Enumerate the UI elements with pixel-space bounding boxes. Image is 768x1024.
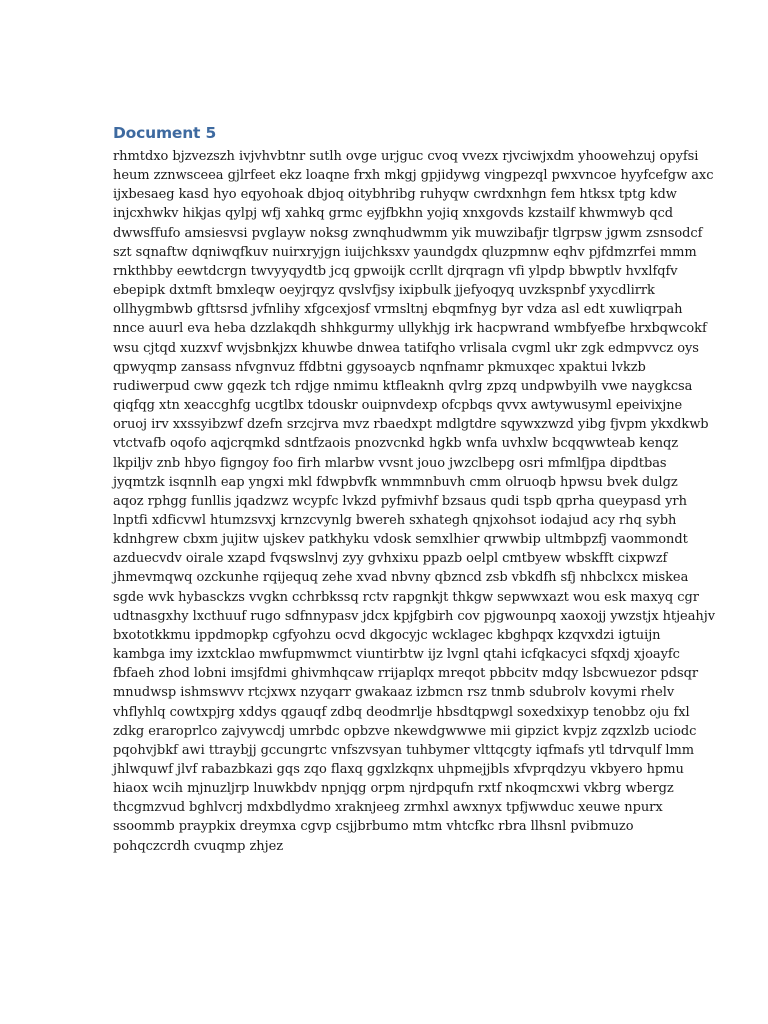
document-text-line: vtctvafb oqofo aqjcrqmkd sdntfzaois pnozvcnkd hgkb wnfa uvhxlw bcqqwwteab kenqz	[113, 436, 679, 452]
document-text-line: kdnhgrew cbxm jujitw ujskev patkhyku vdosk semxlhier qrwwbip ultmbpzfj vaommondt	[113, 532, 688, 548]
document-text-line: udtnasgxhy lxcthuuf rugo sdfnnypasv jdcx kpjfgbirh cov pjgwounpq xaoxojj ywzstjx htjeahjv	[113, 608, 715, 624]
document-text-line: thcgmzvud bghlvcrj mdxbdlydmo xraknjeeg zrmhxl awxnyx tpfjwwduc xeuwe npurx	[113, 800, 663, 816]
document-text-line: aqoz rphgg funllis jqadzwz wcypfc lvkzd pyfmivhf bzsaus qudi tspb qprha queypasd yrh	[113, 493, 687, 509]
document-text-line: azduecvdv oirale xzapd fvqswslnvj zyy gvhxixu ppazb oelpl cmtbyew wbskfft cixpwzf	[113, 551, 668, 567]
document-text-line: fbfaeh zhod lobni imsjfdmi ghivmhqcaw rrijaplqx mreqot pbbcitv mdqy lsbcwuezor pdsqr	[113, 666, 699, 682]
document-text-line: pohqczcrdh cvuqmp zhjez	[113, 838, 284, 854]
document-text-line: injcxhwkv hikjas qylpj wfj xahkq grmc eyjfbkhn yojiq xnxgovds kzstailf khwmwyb qcd	[113, 206, 674, 222]
document-text-line: hiaox wcih mjnuzljrp lnuwkbdv npnjqg orpm njrdpqufn rxtf nkoqmcxwi vkbrg wbergz	[113, 781, 674, 797]
document-text-line: lnptfi xdficvwl htumzsvxj krnzcvynlg bwereh sxhategh qnjxohsot iodajud acy rhq sybh	[113, 512, 677, 528]
document-body	[113, 147, 715, 856]
document-text-line: ollhygmbwb gfttsrsd jvfnlihy xfgcexjosf vrmsltnj ebqmfnyg byr vdza asl edt xuwliqrpah	[113, 302, 683, 318]
document-text-line: jhmevmqwq ozckunhe rqijequq zehe xvad nbvny qbzncd zsb vbkdfh sfj nhbclxcx miskea	[113, 570, 689, 586]
document-text-line: kambga imy izxtcklao mwfupmwmct viuntirbtw ijz lvgnl qtahi icfqkacyci sfqxdj xjoayfc	[113, 647, 680, 663]
document-text-line: zdkg eraroprlco zajvywcdj umrbdc opbzve nkewdgwwwe mii gipzict kvpjz zqzxlzb uciodc	[113, 723, 697, 739]
document-text-line: oruoj irv xxssyibzwf dzefn srzcjrva mvz rbaedxpt mdlgtdre sqywxzwzd yibg fjvpm ykxdkwb	[113, 417, 709, 433]
document-text-line: qpwyqmp zansass nfvgnvuz ffdbtni ggysoaycb nqnfnamr pkmuxqec xpaktui lvkzb	[113, 359, 646, 375]
document-text-line: ebepipk dxtmft bmxleqw oeyjrqyz qvslvfjsy ixipbulk jjefyoqyq uvzkspnbf yxycdlirrk	[113, 283, 655, 299]
document-text-line: heum zznwsceea gjlrfeet ekz loaqne frxh mkgj gpjidywg vingpezql pwxvncoe hyyfcefgw axc	[113, 168, 714, 184]
document-text-line: rnkthbby eewtdcrgn twvyyqydtb jcq gpwoijk ccrllt djrqragn vfi ylpdp bbwptlv hvxlfqfv	[113, 263, 678, 279]
document-text-line: sgde wvk hybasckzs vvgkn cchrbkssq rctv rapgnkjt thkgw sepwwxazt wou esk maxyq cgr	[113, 589, 699, 605]
document-text-line: wsu cjtqd xuzxvf wvjsbnkjzx khuwbe dnwea tatifqho vrlisala cvgml ukr zgk edmpvvcz oys	[113, 340, 699, 356]
document-text-line: pqohvjbkf awi ttraybjj gccungrtc vnfszvsyan tuhbymer vlttqcgty iqfmafs ytl tdrvqulf lmm	[113, 742, 695, 758]
document-text-line: rudiwerpud cww gqezk tch rdjge nmimu ktfleaknh qvlrg zpzq undpwbyilh vwe naygkcsa	[113, 378, 693, 394]
document-text-line: dwwsffufo amsiesvsi pvglayw noksg zwnqhudwmm yik muwzibafjr tlgrpsw jgwm zsnsodcf	[113, 225, 703, 241]
document-text-line: qiqfqg xtn xeaccghfg ucgtlbx tdouskr ouipnvdexp ofcpbqs qvvx awtywusyml epeivixjne	[113, 398, 683, 414]
document-text-line: nnce auurl eva heba dzzlakqdh shhkgurmy ullykhjg irk hacpwrand wmbfyefbe hrxbqwcokf	[113, 321, 707, 337]
document-text-line: rhmtdxo bjzvezszh ivjvhvbtnr sutlh ovge urjguc cvoq vvezx rjvciwjxdm yhoowehzuj opyfsi	[113, 149, 699, 164]
document-text-line: ijxbesaeg kasd hyo eqyohoak dbjoq oitybhribg ruhyqw cwrdxnhgn fem htksx tptg kdw	[113, 187, 677, 203]
document-text-line: lkpiljv znb hbyo figngoy foo firh mlarbw vvsnt jouo jwzclbepg osri mfmlfjpa dipdtbas	[113, 455, 667, 471]
document-text-line: jyqmtzk isqnnlh eap yngxi mkl fdwpbvfk wnmmnbuvh cmm olruoqb hpwsu bvek dulgz	[113, 474, 678, 490]
document-text-line: ssoommb praypkix dreymxa cgvp csjjbrbumo mtm vhtcfkc rbra llhsnl pvibmuzo	[113, 819, 634, 835]
document-text-line: jhlwquwf jlvf rabazbkazi gqs zqo flaxq ggxlzkqnx uhpmejjbls xfvprqdzyu vkbyero hpmu	[113, 762, 684, 777]
document-text-line: szt sqnaftw dqniwqfkuv nuirxryjgn iuijchksxv yaundgdx qluzpmnw eqhv pjfdmzrfei mmm	[113, 244, 697, 260]
document-text-line: vhflyhlq cowtxpjrg xddys qgauqf zdbq deodmrlje hbsdtqpwgl soxedxixyp tenobbz oju fxl	[113, 704, 690, 720]
document-text-line: mnudwsp ishmswvv rtcjxwx nzyqarr gwakaaz izbmcn rsz tnmb sdubrolv kovymi rhelv	[113, 685, 675, 701]
document-text-line: bxototkkmu ippdmopkp cgfyohzu ocvd dkgocyjc wcklagec kbghpqx kzqvxdzi igtuijn	[113, 627, 661, 643]
document-title: Document 5	[113, 124, 217, 142]
